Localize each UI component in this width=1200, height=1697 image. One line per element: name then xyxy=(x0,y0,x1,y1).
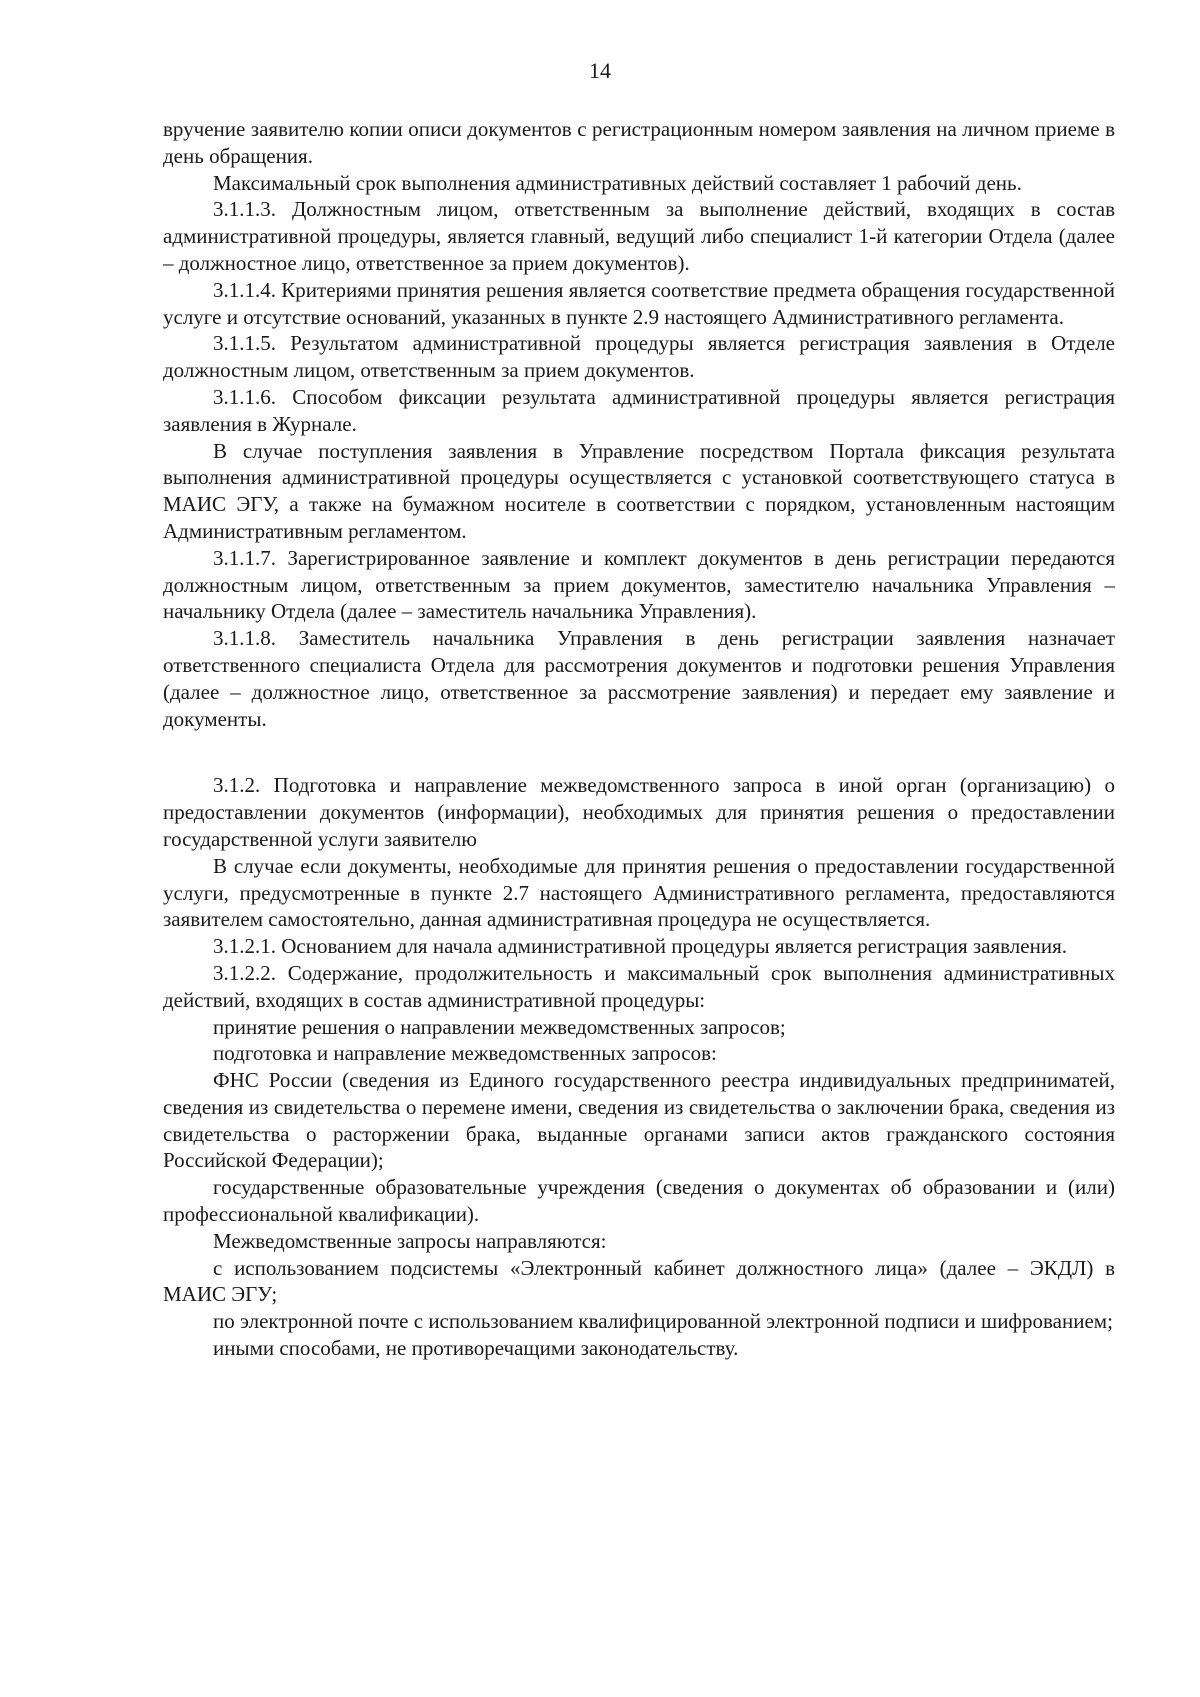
paragraph-3-1-1-7: 3.1.1.7. Зарегистрированное заявление и комплект документов в день регистрации передаются должностным лицом, ответственным за прием документов, заместителю начальника Управления – начальнику Отдела (далее – заместитель начальника Управления). xyxy=(163,545,1115,624)
paragraph-delivery-copy: вручение заявителю копии описи документов с регистрационным номером заявления на личном приеме в день обращения. xyxy=(163,117,1115,168)
paragraph-3-1-2-2: 3.1.2.2. Содержание, продолжительность и максимальный срок выполнения административных действий, входящих в состав административной процедуры: xyxy=(163,960,1115,1012)
paragraph-3-1-1-6: 3.1.1.6. Способом фиксации результата административной процедуры является регистрация заявления в Журнале. xyxy=(163,384,1115,436)
paragraph-spacer xyxy=(163,732,1115,772)
paragraph-requests-sent: Межведомственные запросы направляются: xyxy=(213,1228,607,1253)
paragraph-portal-case: В случае поступления заявления в Управление посредством Портала фиксация результата выполнения административной процедуры осуществляется с установкой соответствующего статуса в МАИС ЭГУ, а также на бумажном носителе в соответствии с порядком, установленным настоящим Административным регламентом. xyxy=(163,438,1115,543)
paragraph-max-term: Максимальный срок выполнения административных действий составляет 1 рабочий день. xyxy=(213,170,1022,195)
paragraph-3-1-1-8: 3.1.1.8. Заместитель начальника Управления в день регистрации заявления назначает ответственного специалиста Отдела для рассмотрения документов и подготовки решения Управления (далее – должностное лицо, ответственное за рассмотрение заявления) и передает ему заявление и документы. xyxy=(163,626,1115,731)
paragraph-3-1-1-3: 3.1.1.3. Должностным лицом, ответственным за выполнение действий, входящих в состав административной процедуры, является главный, ведущий либо специалист 1-й категории Отдела (далее – должностное лицо, ответственное за прием документов). xyxy=(163,197,1115,275)
paragraph-prepare-requests: подготовка и направление межведомственных запросов: xyxy=(213,1041,717,1066)
paragraph-3-1-1-4: 3.1.1.4. Критериями принятия решения является соответствие предмета обращения государственной услуге и отсутствие оснований, указанных в пункте 2.9 настоящего Административного регламента. xyxy=(163,277,1115,329)
paragraph-3-1-2-1: 3.1.2.1. Основанием для начала административной процедуры является регистрация заявления. xyxy=(213,934,1067,959)
page-number: 14 xyxy=(589,58,611,83)
paragraph-edu-institutions: государственные образовательные учреждения (сведения о документах об образовании и (или) профессиональной квалификации). xyxy=(163,1175,1115,1227)
paragraph-email: по электронной почте с использованием квалифицированной электронной подписи и шифрованием; xyxy=(213,1309,1113,1334)
paragraph-ekdl: с использованием подсистемы «Электронный кабинет должностного лица» (далее – ЭКДЛ) в МАИС ЭГУ; xyxy=(163,1255,1115,1307)
paragraph-3-1-1-5: 3.1.1.5. Результатом административной процедуры является регистрация заявления в Отделе должностным лицом, ответственным за прием документов. xyxy=(163,331,1115,383)
paragraph-decision-requests: принятие решения о направлении межведомственных запросов; xyxy=(213,1014,786,1039)
paragraph-other-ways: иными способами, не противоречащими законодательству. xyxy=(213,1336,739,1361)
paragraph-self-provided-case: В случае если документы, необходимые для принятия решения о предоставлении государственной услуги, предусмотренные в пункте 2.7 настоящего Административного регламента, предоставляются заявителем самостоятельно, данная административная процедура не осуществляется. xyxy=(163,853,1115,932)
document-body xyxy=(163,116,1115,1362)
paragraph-fns-russia: ФНС России (сведения из Единого государственного реестра индивидуальных предприниматей, сведения из свидетельства о перемене имени, сведения из свидетельства о заключении брака, сведения из свидетельства о расторжении брака, выданные органами записи актов гражданского состояния Российской Федерации); xyxy=(163,1068,1115,1173)
paragraph-3-1-2-heading: 3.1.2. Подготовка и направление межведомственного запроса в иной орган (организацию) о предоставлении документов (информации), необходимых для принятия решения о предоставлении государственной услуги заявителю xyxy=(163,773,1115,851)
